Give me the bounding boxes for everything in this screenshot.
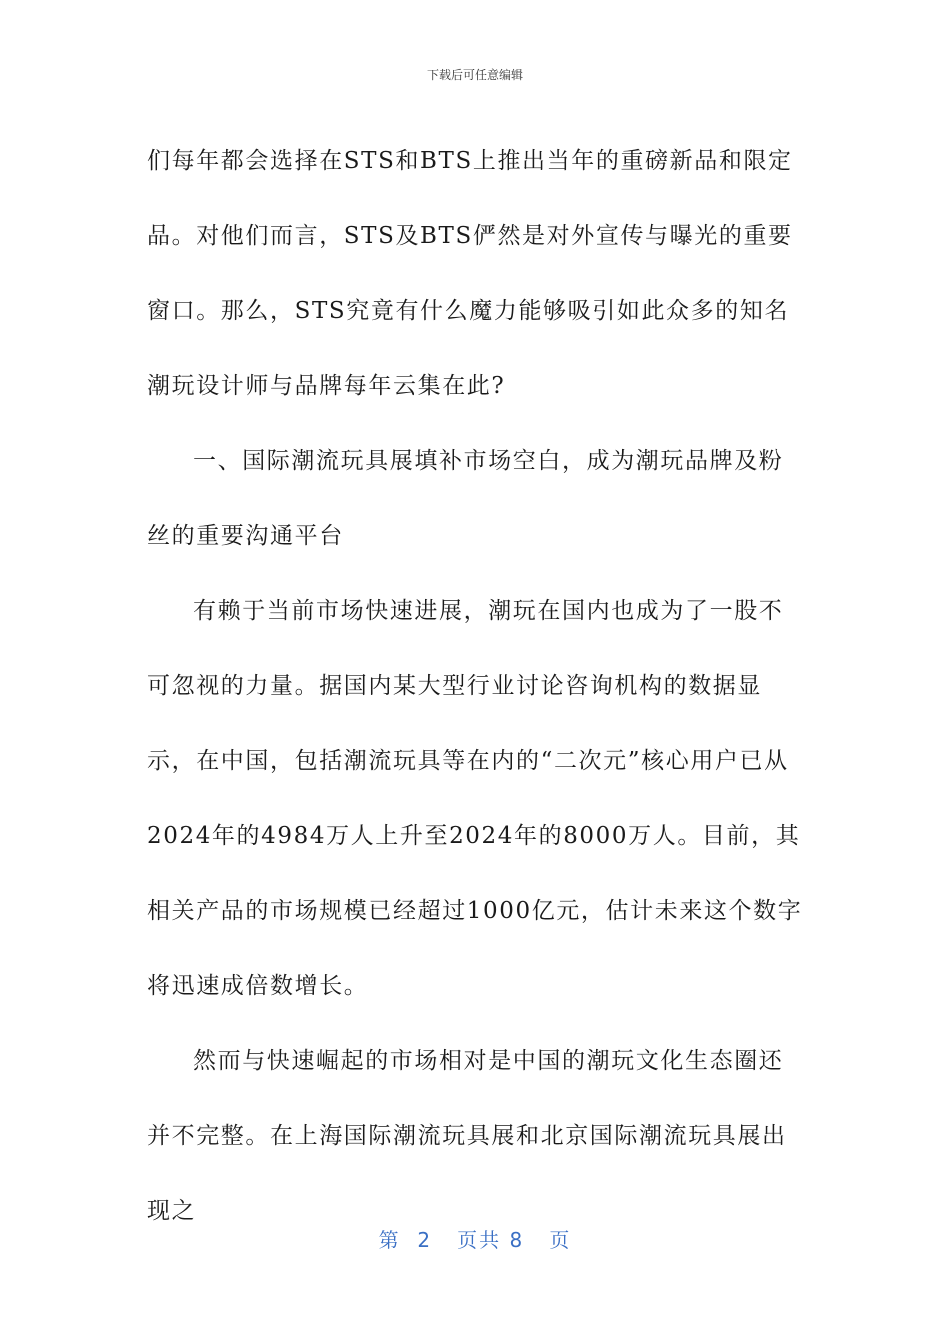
footer-current-page: 2 xyxy=(417,1228,433,1252)
paragraph-4: 然而与快速崛起的市场相对是中国的潮玩文化生态圈还并不完整。在上海国际潮流玩具展和北京国际潮流玩具展出现之 xyxy=(147,1048,787,1224)
page-footer xyxy=(0,1224,950,1253)
paragraph-3: 有赖于当前市场快速进展，潮玩在国内也成为了一股不可忽视的力量。据国内某大型行业讨论咨询机构的数据显示，在中国，包括潮流玩具等在内的“二次元”核心用户已从2024年的4984万人上升至2024年的8000万人。目前，其相关产品的市场规模已经超过1000亿元，估计未来这个数字将迅速成倍数增长。 xyxy=(147,598,803,999)
paragraph-1: 们每年都会选择在STS和BTS上推出当年的重磅新品和限定品。对他们而言，STS及BTS俨然是对外宣传与曝光的重要窗口。那么，STS究竟有什么魔力能够吸引如此众多的知名潮玩设计师与品牌每年云集在此? xyxy=(147,148,793,399)
footer-middle: 页共 xyxy=(457,1228,502,1252)
document-body xyxy=(147,124,807,1249)
footer-prefix: 第 xyxy=(378,1228,401,1252)
page-header: 下载后可任意编辑 xyxy=(426,68,523,82)
paragraph-2-section-heading: 一、国际潮流玩具展填补市场空白，成为潮玩品牌及粉丝的重要沟通平台 xyxy=(147,448,784,549)
footer-total-pages: 8 xyxy=(509,1228,525,1252)
footer-suffix: 页 xyxy=(549,1228,572,1252)
